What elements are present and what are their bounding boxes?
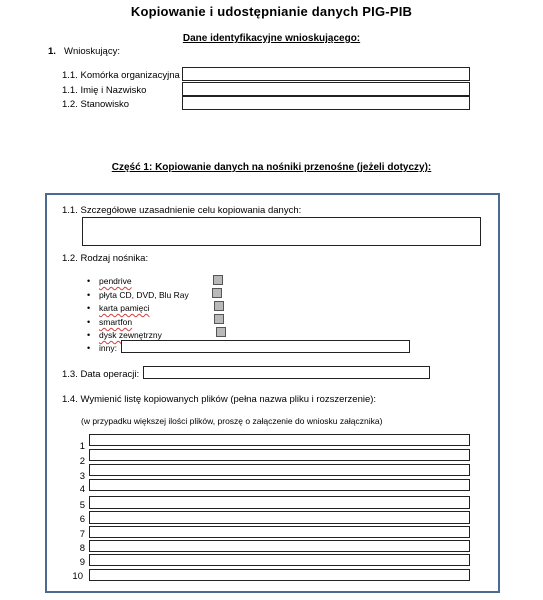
file-row-number: 3 [79, 471, 85, 482]
name-input[interactable] [182, 82, 470, 96]
file-row-number: 4 [79, 484, 85, 495]
checkbox-cd-dvd[interactable] [212, 288, 222, 298]
file-row-input[interactable] [89, 449, 470, 461]
file-row-number: 6 [79, 514, 85, 525]
files-label: 1.4. Wymienić listę kopiowanych plików (pełna nazwa pliku i rozszerzenie): [62, 394, 377, 405]
media-other-input[interactable] [121, 340, 410, 353]
bullet-icon: • [87, 290, 91, 300]
media-option-label: dysk zewnętrzny [99, 330, 162, 340]
checkbox-external-drive[interactable] [216, 327, 226, 337]
bullet-icon: • [87, 303, 91, 313]
file-row-number: 9 [79, 557, 85, 568]
file-row-number: 1 [79, 441, 85, 452]
file-row-number: 2 [79, 456, 85, 467]
checkbox-memory-card[interactable] [214, 301, 224, 311]
media-option-label: smartfon [99, 317, 133, 327]
field-label-position: 1.2. Stanowisko [62, 99, 130, 110]
file-row-input[interactable] [89, 464, 470, 476]
section-heading-identity: Dane identyfikacyjne wnioskującego: [182, 33, 361, 44]
file-row-number: 5 [79, 500, 85, 511]
media-other-label: inny: [99, 343, 117, 353]
field-label-name: 1.1. Imię i Nazwisko [62, 85, 147, 96]
section-heading-part1: Część 1: Kopiowanie danych na nośniki przenośne (jeżeli dotyczy): [111, 162, 432, 173]
date-input[interactable] [143, 366, 430, 379]
checkbox-smartphone[interactable] [214, 314, 224, 324]
department-input[interactable] [182, 67, 470, 81]
justification-label: 1.1. Szczegółowe uzasadnienie celu kopiowania danych: [62, 205, 302, 216]
file-row-input[interactable] [89, 496, 470, 509]
file-row-number: 10 [72, 571, 83, 582]
page-title: Kopiowanie i udostępnianie danych PIG-PIB [130, 4, 413, 19]
position-input[interactable] [182, 96, 470, 110]
applicant-label: Wnioskujący: [64, 46, 120, 57]
file-row-input[interactable] [89, 479, 470, 491]
file-row-number: 7 [79, 529, 85, 540]
media-option-label: karta pamięci [99, 303, 150, 313]
media-option-label: pendrive [99, 276, 132, 286]
file-row-number: 8 [79, 543, 85, 554]
checkbox-pendrive[interactable] [213, 275, 223, 285]
bullet-icon: • [87, 343, 91, 353]
media-label: 1.2. Rodzaj nośnika: [62, 253, 149, 264]
applicant-number: 1. [48, 46, 56, 57]
file-row-input[interactable] [89, 569, 470, 581]
field-label-department: 1.1. Komórka organizacyjna [62, 70, 180, 81]
bullet-icon: • [87, 330, 91, 340]
file-row-input[interactable] [89, 511, 470, 524]
file-row-input[interactable] [89, 526, 470, 538]
bullet-icon: • [87, 276, 91, 286]
file-row-input[interactable] [89, 540, 470, 552]
bullet-icon: • [87, 317, 91, 327]
file-row-input[interactable] [89, 554, 470, 566]
date-label: 1.3. Data operacji: [62, 369, 140, 380]
justification-textarea[interactable] [82, 217, 481, 246]
media-option-label: płyta CD, DVD, Blu Ray [99, 290, 189, 300]
files-note: (w przypadku większej ilości plików, proszę o załączenie do wniosku załącznika) [81, 416, 383, 426]
file-row-input[interactable] [89, 434, 470, 446]
